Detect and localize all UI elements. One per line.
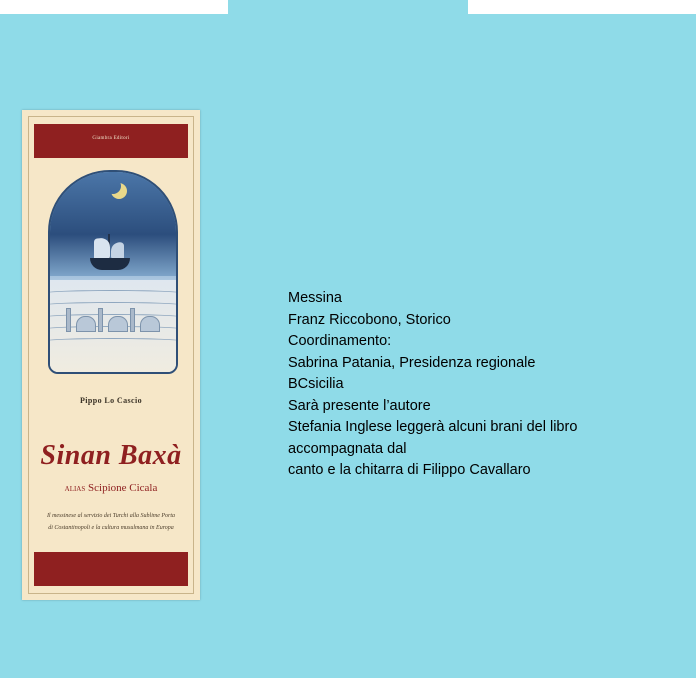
text-line: Coordinamento: [288, 333, 392, 349]
top-left-white-band [0, 0, 228, 14]
text-line: Sabrina Patania, Presidenza regionale [288, 354, 536, 371]
cover-top-bar [34, 124, 188, 158]
text-line: BCsicilia [288, 376, 344, 392]
cover-publisher-label: Giambra Editori [92, 136, 130, 141]
cover-subtitle-prefix: ALIAS [64, 485, 86, 493]
illustration-frame [48, 170, 178, 374]
ship-sail-right [111, 241, 124, 260]
top-right-white-band [468, 0, 696, 14]
minaret-icon [130, 308, 135, 332]
cover-title: Sinan Baxà [40, 440, 182, 471]
water-wave [48, 290, 178, 298]
cover-blurb [38, 510, 184, 534]
crescent-moon-icon [105, 178, 121, 194]
cover-author-name: Pippo Lo Cascio [79, 396, 142, 405]
text-line: accompagnata dal [288, 440, 407, 457]
text-line: Franz Riccobono, Storico [288, 311, 451, 328]
minaret-icon [98, 308, 103, 332]
cover-blurb-line-1: Il messinese al servizio dei Turchi alla Sublime Porta [46, 513, 176, 519]
city-skyline [58, 302, 168, 332]
cover-illustration [48, 170, 174, 370]
dome-icon [76, 316, 96, 332]
bottom-white-band [0, 678, 696, 696]
ship-sail-left [94, 237, 110, 261]
cover-subtitle [22, 482, 200, 494]
cover-bottom-bar [34, 552, 188, 586]
dome-icon [108, 316, 128, 332]
water-wave [48, 338, 178, 346]
cover-blurb-line-2: di Costantinopoli e la cultura musulmana in Europa [48, 525, 174, 531]
text-line: canto e la chitarra di Filippo Cavallaro [288, 462, 531, 478]
text-line: Messina [288, 290, 342, 306]
text-line: Stefania Inglese leggerà alcuni brani del libro [288, 419, 578, 435]
cover-subtitle-text: Scipione Cicala [88, 482, 158, 494]
book-cover-image [22, 110, 200, 600]
event-details-text [288, 288, 678, 482]
ship-icon [84, 234, 138, 280]
text-line: Sarà presente l’autore [288, 397, 431, 414]
minaret-icon [66, 308, 71, 332]
dome-icon [140, 316, 160, 332]
